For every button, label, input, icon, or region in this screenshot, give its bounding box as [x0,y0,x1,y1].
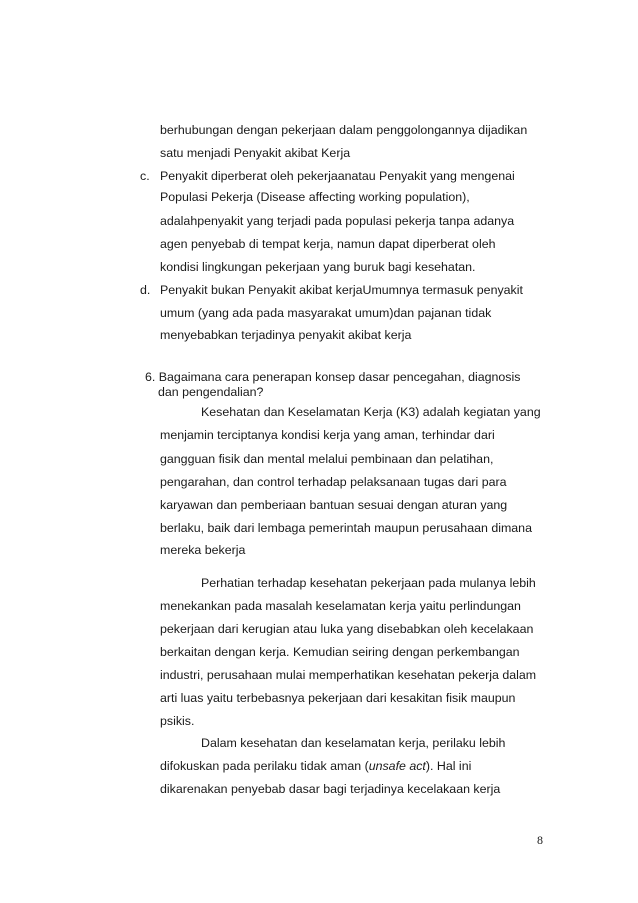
paragraph-1-line: mereka bekerja [160,543,246,557]
list-item-c-line: Penyakit diperberat oleh pekerjaanatau Penyakit yang mengenai [160,169,515,183]
list-marker-d: d. [140,283,151,297]
paragraph-2-line: menekankan pada masalah keselamatan kerja yaitu perlindungan [160,599,521,613]
paragraph-1-line: gangguan fisik dan mental melalui pembinaan dan pelatihan, [160,452,494,466]
paragraph-2-line: industri, perusahaan mulai memperhatikan kesehatan pekerja dalam [160,668,537,682]
paragraph-3-line: Dalam kesehatan dan keselamatan kerja, perilaku lebih [201,736,506,750]
paragraph-3-line [160,758,471,774]
paragraph-2-line: Perhatian terhadap kesehatan pekerjaan pada mulanya lebih [201,576,536,590]
paragraph-3-line: dikarenakan penyebab dasar bagi terjadinya kecelakaan kerja [160,782,501,796]
paragraph-3-text: difokuskan pada perilaku tidak aman ( [160,759,369,773]
paragraph-2-line: arti luas yaitu terbebasnya pekerjaan dari kesakitan fisik maupun [160,691,516,705]
list-item-d-line: Penyakit bukan Penyakit akibat kerjaUmumnya termasuk penyakit [160,283,523,297]
paragraph-1-line: pengarahan, dan control terhadap pelaksanaan tugas dari para [160,475,507,489]
list-continuation-line: satu menjadi Penyakit akibat Kerja [160,146,351,160]
paragraph-3-text: ). Hal ini [425,759,472,773]
question-heading-cont: dan pengendalian? [158,385,264,399]
question-heading: 6. Bagaimana cara penerapan konsep dasar pencegahan, diagnosis [145,370,521,384]
paragraph-1-line: menjamin terciptanya kondisi kerja yang aman, terhindar dari [160,428,495,442]
paragraph-1-line: Kesehatan dan Keselamatan Kerja (K3) adalah kegiatan yang [201,405,541,419]
list-item-c-line: kondisi lingkungan pekerjaan yang buruk bagi kesehatan. [160,260,476,274]
paragraph-1-line: berlaku, baik dari lembaga pemerintah maupun perusahaan dimana [160,521,532,535]
list-item-c-line: Populasi Pekerja (Disease affecting working population), [160,190,470,204]
paragraph-1-line: karyawan dan pemberiaan bantuan sesuai dengan aturan yang [160,498,508,512]
list-item-c-line: adalahpenyakit yang terjadi pada populasi pekerja tanpa adanya [160,214,515,228]
paragraph-2-line: pekerjaan dari kerugian atau luka yang disebabkan oleh kecelakaan [160,622,534,636]
list-item-d-line: menyebabkan terjadinya penyakit akibat kerja [160,328,412,342]
paragraph-3-italic-term: unsafe act [368,759,426,773]
paragraph-2-line: psikis. [160,714,195,728]
list-item-d-line: umum (yang ada pada masyarakat umum)dan pajanan tidak [160,306,492,320]
list-continuation-line: berhubungan dengan pekerjaan dalam penggolongannya dijadikan [160,123,528,137]
page-number: 8 [537,833,543,847]
list-marker-c: c. [140,169,150,183]
paragraph-2-line: berkaitan dengan kerja. Kemudian seiring dengan perkembangan [160,645,520,659]
list-item-c-line: agen penyebab di tempat kerja, namun dapat diperberat oleh [160,237,496,251]
